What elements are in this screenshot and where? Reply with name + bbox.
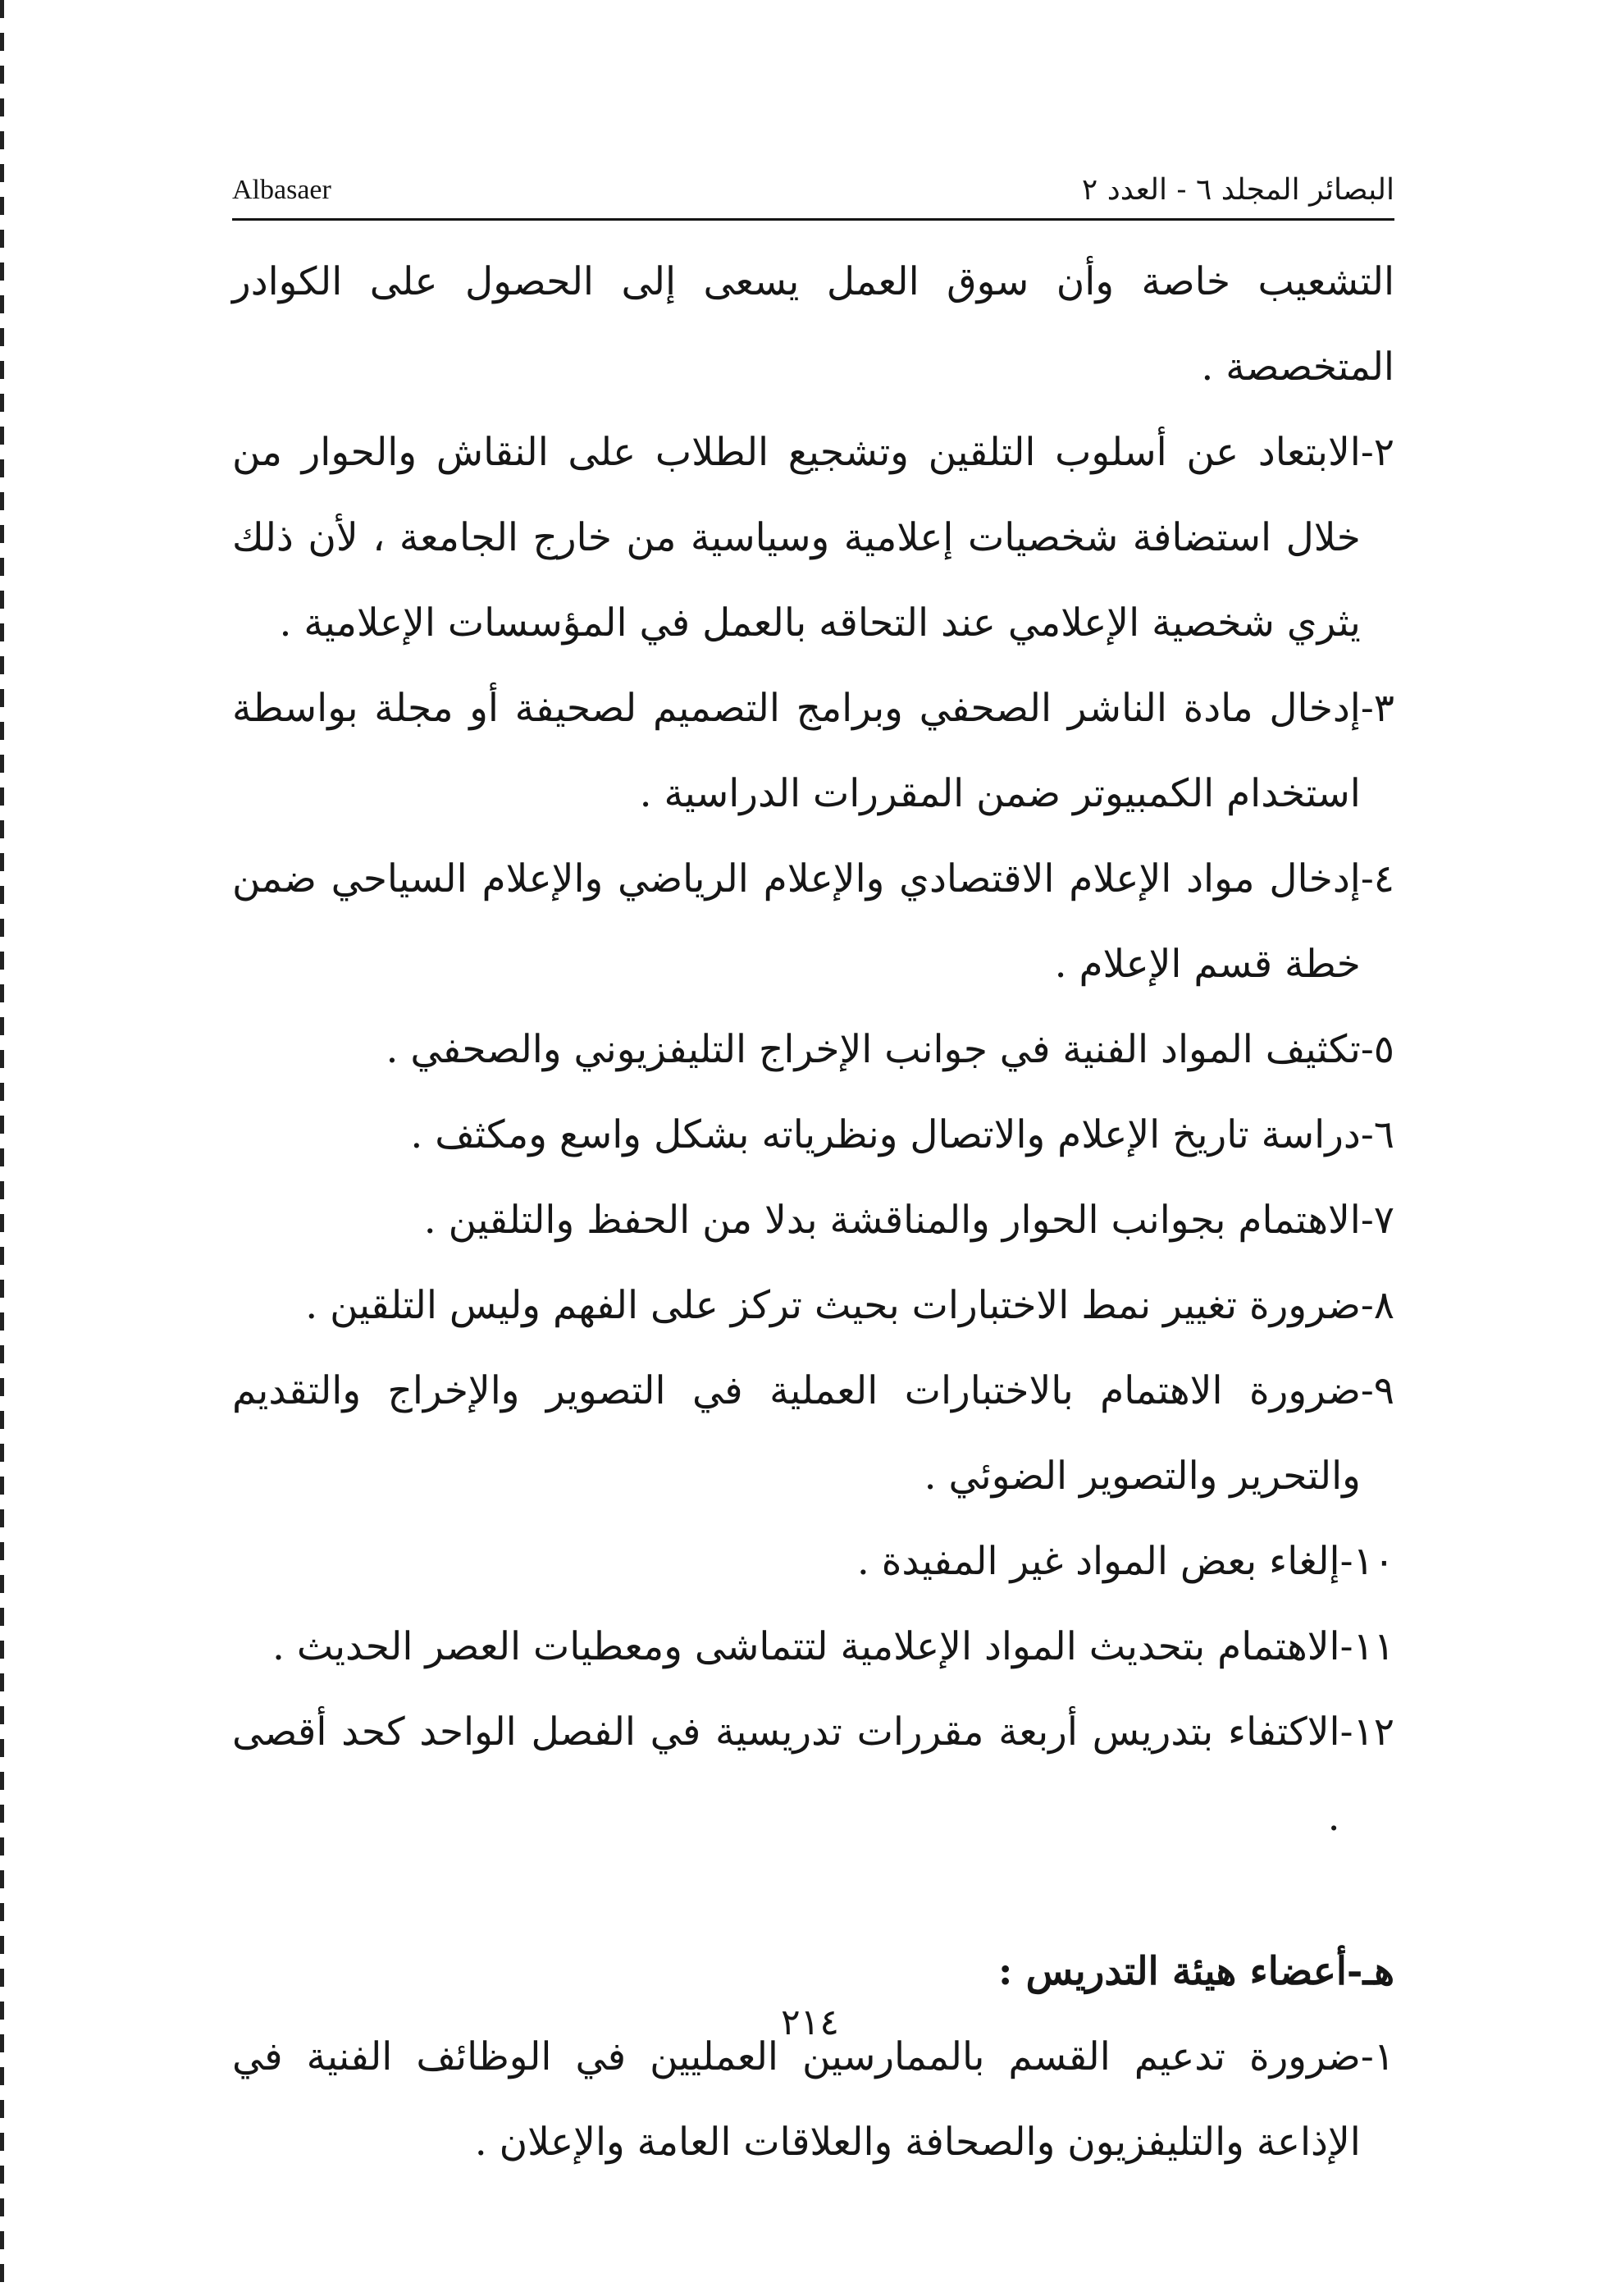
recommendation-list — [232, 410, 1394, 1860]
intro-continuation: التشعيب خاصة وأن سوق العمل يسعى إلى الحصول على الكوادر المتخصصة . — [232, 259, 1394, 390]
section-heading: هـ-أعضاء هيئة التدريس : — [997, 1949, 1394, 1994]
item-text: الاكتفاء بتدريس أربعة مقررات تدريسية في الفصل الواحد كحد أقصى . — [232, 1709, 1340, 1840]
list-item — [232, 1519, 1394, 1604]
list-item — [232, 1007, 1394, 1093]
item-text: الابتعاد عن أسلوب التلقين وتشجيع الطلاب على النقاش والحوار من خلال استضافة شخصيات إعلامية وسياسية من خارج الجامعة ، لأن ذلك يثري شخصية الإعلامي عند التحاقه بالعمل في المؤسسات الإعلامية . — [232, 430, 1361, 646]
item-number: ٤- — [1360, 856, 1394, 902]
item-text: ضرورة الاهتمام بالاختبارات العملية في التصوير والإخراج والتقديم والتحرير والتصوير الضوئي . — [232, 1368, 1361, 1499]
item-number: ٧- — [1360, 1198, 1394, 1243]
list-item — [232, 837, 1394, 1007]
running-head: البصائر المجلد ٦ - العدد ٢ — [1081, 173, 1394, 207]
page-body — [232, 240, 1394, 2185]
list-item — [232, 1349, 1394, 1519]
header-rule — [232, 218, 1394, 221]
scan-edge — [0, 0, 4, 2296]
item-number: ٥- — [1360, 1027, 1394, 1072]
item-text: دراسة تاريخ الإعلام والاتصال ونظرياته بشكل واسع ومكثف . — [410, 1112, 1361, 1157]
item-text: ضرورة تغيير نمط الاختبارات بحيث تركز على الفهم وليس التلقين . — [305, 1283, 1361, 1328]
item-text: الاهتمام بتحديث المواد الإعلامية لتتماشى ومعطيات العصر الحديث . — [272, 1624, 1340, 1669]
list-item — [232, 1690, 1394, 1860]
item-text: إلغاء بعض المواد غير المفيدة . — [856, 1539, 1340, 1584]
item-text: إدخال مواد الإعلام الاقتصادي والإعلام الرياضي والإعلام السياحي ضمن خطة قسم الإعلام . — [232, 856, 1361, 987]
item-text: تكثيف المواد الفنية في جوانب الإخراج التليفزيوني والصحفي . — [386, 1027, 1361, 1072]
item-number: ٢- — [1360, 430, 1394, 475]
page-header — [232, 168, 1394, 212]
item-text: الاهتمام بجوانب الحوار والمناقشة بدلا من الحفظ والتلقين . — [423, 1198, 1361, 1243]
item-number: ٣- — [1360, 686, 1394, 731]
item-text: ضرورة تدعيم القسم بالممارسين العمليين في الوظائف الفنية في الإذاعة والتليفزيون والصحافة والعلاقات العامة والإعلان . — [232, 2034, 1361, 2165]
list-item — [232, 1263, 1394, 1349]
item-text: إدخال مادة الناشر الصحفي وبرامج التصميم لصحيفة أو مجلة بواسطة استخدام الكمبيوتر ضمن المقررات الدراسية . — [232, 686, 1361, 816]
page-number: ٢١٤ — [781, 2002, 839, 2043]
item-number: ١٠- — [1339, 1539, 1394, 1584]
item-number: ٨- — [1360, 1283, 1394, 1328]
item-number: ١٢- — [1339, 1709, 1394, 1755]
list-item — [232, 1178, 1394, 1263]
item-number: ١١- — [1339, 1624, 1394, 1669]
list-item — [232, 1093, 1394, 1178]
list-item — [232, 410, 1394, 666]
item-number: ٦- — [1360, 1112, 1394, 1157]
item-number: ٩- — [1360, 1368, 1394, 1413]
list-item — [232, 666, 1394, 837]
item-number: ١- — [1360, 2034, 1394, 2079]
list-item — [232, 1604, 1394, 1690]
journal-name-latin: Albasaer — [232, 175, 331, 205]
